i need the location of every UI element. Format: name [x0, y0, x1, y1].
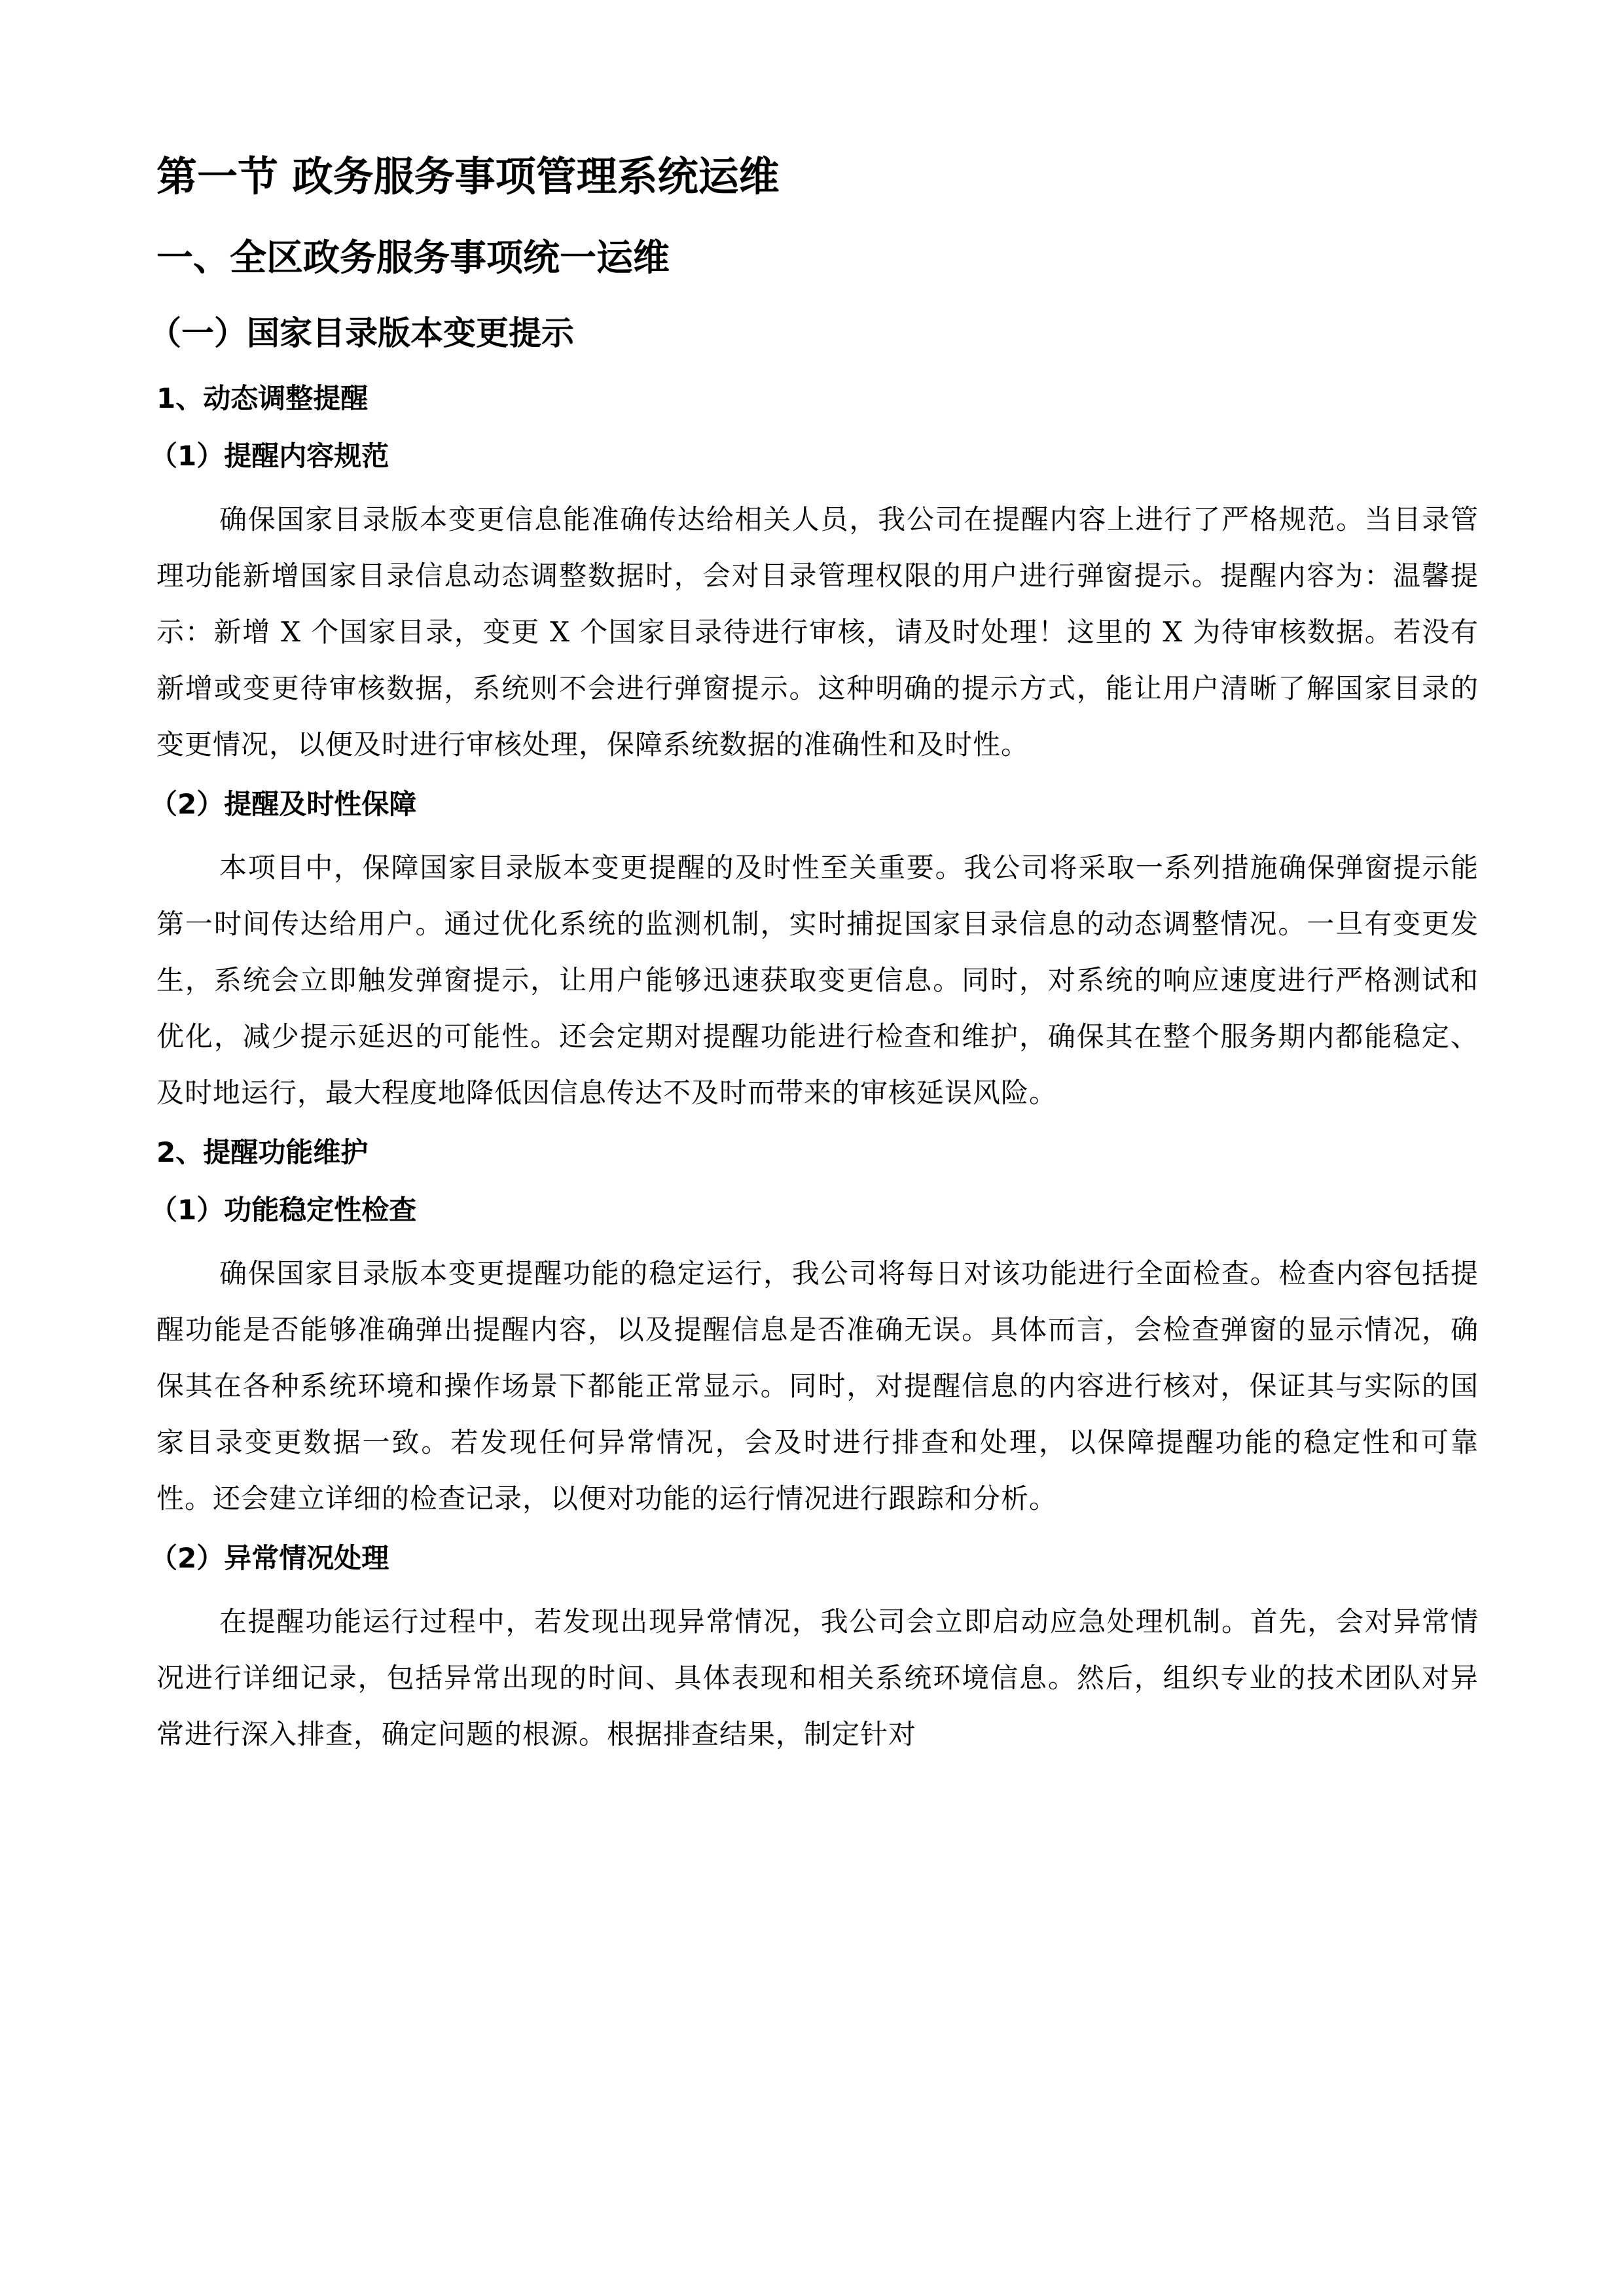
part1-item1-paragraph: 确保国家目录版本变更信息能准确传达给相关人员，我公司在提醒内容上进行了严格规范。当目录管理功能新增国家目录信息动态调整数据时，会对目录管理权限的用户进行弹窗提示。提醒内容为：温馨提示：新增 X 个国家目录，变更 X 个国家目录待进行审核，请及时处理！这里的 X 为待审核数据。若没有新增或变更待审核数据，系统则不会进行弹窗提示。这种明确的提示方式，能让用户清晰了解国家目录的变更情况，以便及时进行审核处理，保障系统数据的准确性和及时性。: [156, 503, 1479, 761]
document-page: [149, 147, 1479, 1773]
part2-item2-paragraph: 在提醒功能运行过程中，若发现出现异常情况，我公司会立即启动应急处理机制。首先，会对异常情况进行详细记录，包括异常出现的时间、具体表现和相关系统环境信息。然后，组织专业的技术团队对异常进行深入排查，确定问题的根源。根据排查结果，制定针对: [156, 1605, 1479, 1750]
part2-item1-title: （1）功能稳定性检查: [150, 1194, 417, 1226]
part1-title: 1、动态调整提醒: [156, 382, 369, 414]
subsection-title: （一）国家目录版本变更提示: [149, 314, 574, 352]
part2-item2-title: （2）异常情况处理: [150, 1542, 389, 1574]
chapter-title: 一、全区政务服务事项统一运维: [156, 237, 670, 279]
section-title: 第一节 政务服务事项管理系统运维: [156, 152, 780, 200]
part1-item2-title: （2）提醒及时性保障: [150, 788, 417, 820]
part2-title: 2、提醒功能维护: [156, 1136, 369, 1168]
part1-item2-paragraph: 本项目中，保障国家目录版本变更提醒的及时性至关重要。我公司将采取一系列措施确保弹窗提示能第一时间传达给用户。通过优化系统的监测机制，实时捕捉国家目录信息的动态调整情况。一旦有变更发生，系统会立即触发弹窗提示，让用户能够迅速获取变更信息。同时，对系统的响应速度进行严格测试和优化，减少提示延迟的可能性。还会定期对提醒功能进行检查和维护，确保其在整个服务期内都能稳定、及时地运行，最大程度地降低因信息传达不及时而带来的审核延误风险。: [156, 852, 1479, 1109]
part1-item1-title: （1）提醒内容规范: [150, 440, 389, 472]
part2-item1-paragraph: 确保国家目录版本变更提醒功能的稳定运行，我公司将每日对该功能进行全面检查。检查内容包括提醒功能是否能够准确弹出提醒内容，以及提醒信息是否准确无误。具体而言，会检查弹窗的显示情况，确保其在各种系统环境和操作场景下都能正常显示。同时，对提醒信息的内容进行核对，保证其与实际的国家目录变更数据一致。若发现任何异常情况，会及时进行排查和处理，以保障提醒功能的稳定性和可靠性。还会建立详细的检查记录，以便对功能的运行情况进行跟踪和分析。: [156, 1257, 1479, 1515]
